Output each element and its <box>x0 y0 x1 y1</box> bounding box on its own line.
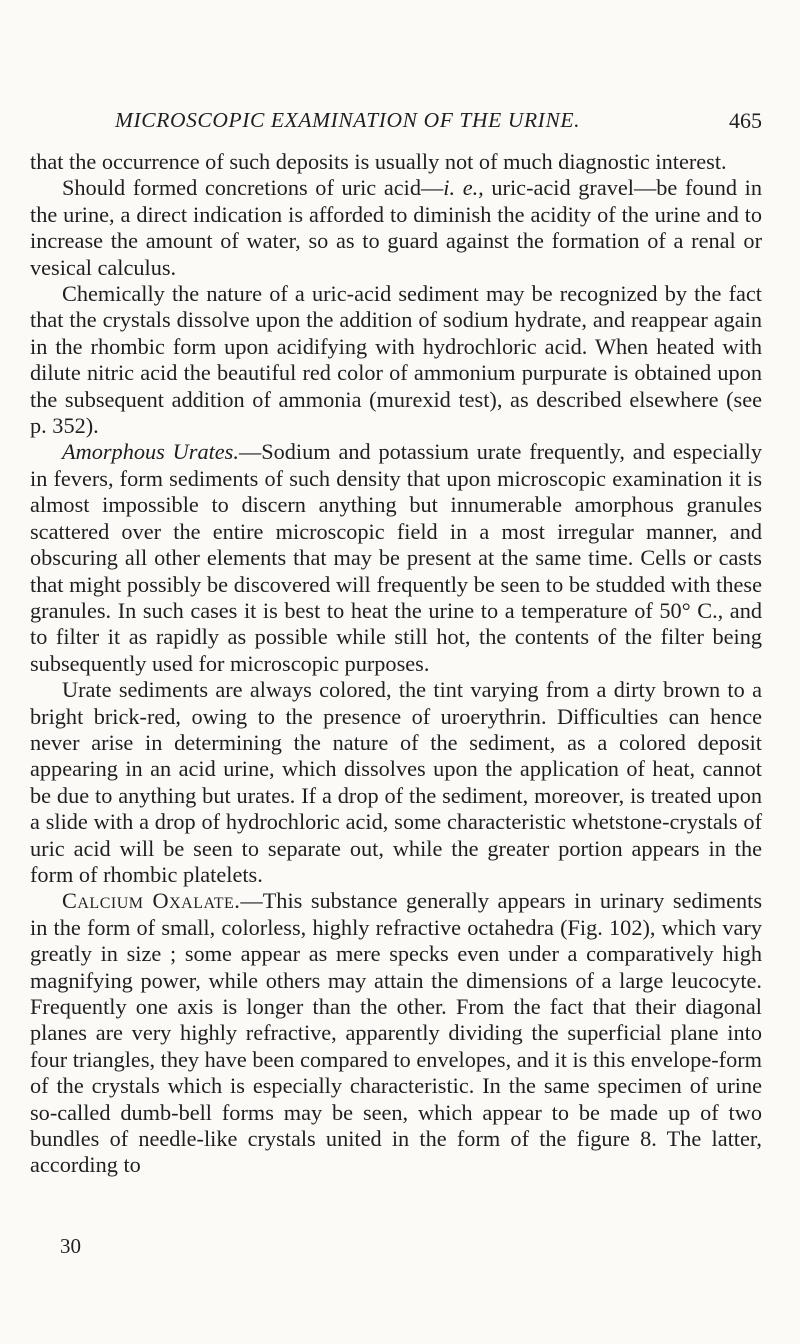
paragraph-text-end: uric-acid gravel—be found in the urine, a direct indication is afforded to diminish the acidity of the urine and to increase the amount of water, so as to guard against the formation of a renal or vesical calculus. <box>30 175 762 280</box>
running-title: MICROSCOPIC EXAMINATION OF THE URINE. <box>115 108 581 132</box>
section-heading-amorphous-urates: Amorphous Urates. <box>62 439 239 465</box>
paragraph-text: that the occurrence of such deposits is usually not of much diagnostic interest. <box>30 149 727 174</box>
body-text <box>30 149 762 1179</box>
paragraph-text: —This substance generally appears in urinary sediments in the form of small, colorless, highly refractive octahedra (Fig. 102), which vary greatly in size ; some appear as mere specks even under a comparatively high magnifying power, while others may attain the dimensions of a large leucocyte. Frequently one axis is longer than the other. From the fact that their diagonal planes are very highly refractive, apparently dividing the superficial plane into four triangles, they have been compared to envelopes, and it is this envelope-form of the crystals which is especially characteristic. In the same specimen of urine so-called dumb-bell forms may be seen, which appear to be made up of two bundles of needle-like crystals united in the form of the figure 8. The latter, according to <box>30 888 762 1178</box>
running-head <box>115 108 762 136</box>
paragraph-text-start: Should formed concretions of uric acid— <box>62 175 444 201</box>
paragraph-text: Urate sediments are always colored, the tint varying from a dirty brown to a bright brick-red, owing to the presence of uroerythrin. Difficulties can hence never arise in determining the nature of the sediment, as a colored deposit appearing in an acid urine, which dissolves upon the application of heat, cannot be due to anything but urates. If a drop of the sediment, moreover, is treated upon a slide with a drop of hydrochloric acid, some characteristic whetstone-crystals of uric acid will be seen to separate out, while the greater portion appears in the form of rhombic platelets. <box>30 677 762 887</box>
paragraph-text: Chemically the nature of a uric-acid sediment may be recognized by the fact that the crystals dissolve upon the addition of sodium hydrate, and reappear again in the rhombic form upon acidifying with hydrochloric acid. When heated with dilute nitric acid the beautiful red color of ammonium purpurate is obtained upon the subsequent addition of ammonia (murexid test), as described elsewhere (see p. 352). <box>30 281 762 439</box>
paragraph-text: —Sodium and potassium urate frequently, and especially in fevers, form sediments of such density that upon microscopic examination it is almost impossible to discern anything but innumerable amorphous granules scattered over the entire microscopic field in a most irregular manner, and obscuring all other elements that may be present at the same time. Cells or casts that might possibly be discovered will frequently be seen to be studded with these granules. In such cases it is best to heat the urine to a temperature of 50° C., and to filter it as rapidly as possible while still hot, the contents of the filter being subsequently used for microscopic purposes. <box>30 439 762 676</box>
paragraph-calcium-oxalate <box>30 888 762 1178</box>
paragraph-uric-acid-gravel <box>30 175 762 281</box>
paragraph-chemical-test <box>30 281 762 439</box>
signature-mark: 30 <box>60 1234 81 1258</box>
paragraph-amorphous-urates <box>30 439 762 677</box>
section-heading-calcium-oxalate: Calcium Oxalate. <box>62 888 241 914</box>
page-number: 465 <box>729 108 762 133</box>
paragraph-continuation <box>30 149 762 175</box>
italic-abbreviation: i. e., <box>443 175 484 201</box>
paragraph-urate-sediments <box>30 677 762 888</box>
